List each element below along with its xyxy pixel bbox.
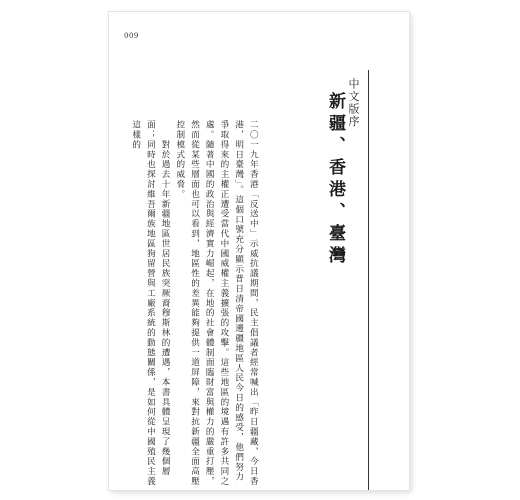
paragraph-1: 二〇一九年香港「反送中」示威抗議期間，民主倡議者經常喊出「昨日疆藏，今日香港，明日臺灣」。這個口號充分顯示普日清帝國邊疆地區人民今日的感受，他們努力爭取得來的主權正遭受當代中國威權主義擴張的攻擊。這些地區的境遇有許多共同之處。隨著中國的政治與經濟實力崛起，在地的社會體制面臨財富與權力的嚴重打壓，然而從某些層面也可以看到，地區性的差異能夠提供一道屏障，來對抗新疆全面高壓控制模式的威脅。 bbox=[174, 120, 259, 487]
vertical-divider bbox=[368, 70, 369, 490]
preface-label: 中文版序 bbox=[347, 78, 360, 128]
paragraph-2: 對於過去十年新疆地區世居民族突厥裔穆斯林的遭遇，本書具體呈現了幾個層面；同時也探討維吾爾族地區狗留營與工廠系統的動態關係，是如何從中國殖民主義這樣的 bbox=[130, 120, 171, 487]
body-text bbox=[128, 120, 260, 490]
page-number: 009 bbox=[124, 32, 139, 40]
page-title: 新疆、香港、臺灣 bbox=[325, 92, 345, 268]
